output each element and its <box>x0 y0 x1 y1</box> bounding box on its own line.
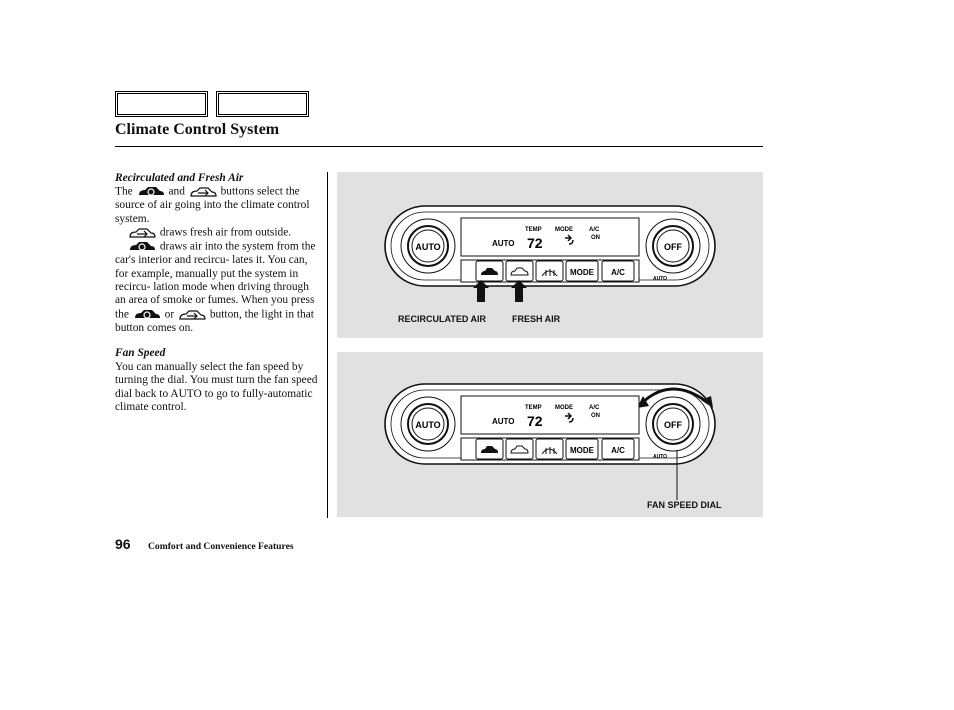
ac-button[interactable] <box>602 439 634 459</box>
left-text-column <box>115 172 321 414</box>
mode-button-label: MODE <box>570 268 594 277</box>
display-temp-value: 72 <box>527 413 543 429</box>
column-divider <box>327 172 328 518</box>
nav-tab-box[interactable] <box>115 91 208 117</box>
ac-button[interactable] <box>602 261 634 281</box>
title-divider <box>115 146 763 147</box>
mode-button-label: MODE <box>570 446 594 455</box>
caption-fresh-air: FRESH AIR <box>512 314 561 324</box>
display-auto: AUTO <box>492 417 515 426</box>
recirculate-button[interactable] <box>476 261 503 281</box>
text-fragment: or <box>164 308 175 321</box>
off-dial-label: OFF <box>664 420 682 430</box>
mode-button[interactable] <box>566 261 598 281</box>
display-mode-label: MODE <box>555 227 573 233</box>
caption-fan-speed-dial: FAN SPEED DIAL <box>647 500 722 510</box>
fresh-air-button[interactable] <box>506 439 533 459</box>
display-on-label: ON <box>591 413 600 419</box>
fresh-air-car-icon <box>177 308 207 322</box>
display-temp-label: TEMP <box>525 405 542 411</box>
recirculate-car-icon <box>132 308 162 322</box>
display-mode-label: MODE <box>555 405 573 411</box>
recirculate-car-icon <box>127 240 157 254</box>
recirculate-car-icon <box>136 185 166 199</box>
fan-speed-heading: Fan Speed <box>115 347 166 360</box>
display-on-label: ON <box>591 235 600 241</box>
recirc-paragraph-2 <box>115 226 321 240</box>
display-temp-label: TEMP <box>525 227 542 233</box>
defrost-button[interactable] <box>536 439 563 459</box>
nav-tab-box[interactable] <box>216 91 309 117</box>
fresh-air-car-icon <box>188 185 218 199</box>
text-fragment: buttons select the source of air going into the climate control system. <box>115 186 310 225</box>
text-fragment: draws fresh air from outside. <box>159 226 292 239</box>
text-fragment: button, the light in that button comes on. <box>115 308 314 334</box>
off-dial-label: OFF <box>664 242 682 252</box>
text-fragment: and <box>168 186 185 199</box>
text-fragment: The <box>115 186 133 199</box>
ac-button-label: A/C <box>611 268 625 277</box>
fan-auto-label: AUTO <box>653 276 668 282</box>
recirculate-button[interactable] <box>476 439 503 459</box>
display-ac-label: A/C <box>589 227 600 233</box>
recirc-paragraph-1 <box>115 185 321 226</box>
auto-dial-label: AUTO <box>415 420 441 430</box>
page-title: Climate Control System <box>115 121 280 138</box>
section-name: Comfort and Convenience Features <box>148 541 294 552</box>
display-auto: AUTO <box>492 239 515 248</box>
recirc-heading: Recirculated and Fresh Air <box>115 172 244 184</box>
mode-button[interactable] <box>566 439 598 459</box>
fan-auto-label: AUTO <box>653 454 668 460</box>
climate-panel-illustration <box>337 352 763 517</box>
figure-recirc-fresh <box>337 172 763 338</box>
fresh-air-button[interactable] <box>506 261 533 281</box>
caption-recirculated-air: RECIRCULATED AIR <box>398 314 486 324</box>
page-number: 96 <box>115 536 131 552</box>
display-temp-value: 72 <box>527 235 543 251</box>
recirc-paragraph-3 <box>115 240 321 335</box>
text-fragment: draws air into the system from the car's interior and recircu- lates it. You can, for example, manually put the system in recircu- lation mode when driving through an area of smoke or fumes. When you press the <box>115 240 316 321</box>
auto-dial-label: AUTO <box>415 242 441 252</box>
fan-speed-paragraph: You can manually select the fan speed by turning the dial. You must turn the fan speed dial back to AUTO to go to fully-automatic climate control. <box>115 360 318 413</box>
figure-fan-speed <box>337 352 763 517</box>
display-ac-label: A/C <box>589 405 600 411</box>
ac-button-label: A/C <box>611 446 625 455</box>
fresh-air-car-icon <box>127 226 157 240</box>
defrost-button[interactable] <box>536 261 563 281</box>
